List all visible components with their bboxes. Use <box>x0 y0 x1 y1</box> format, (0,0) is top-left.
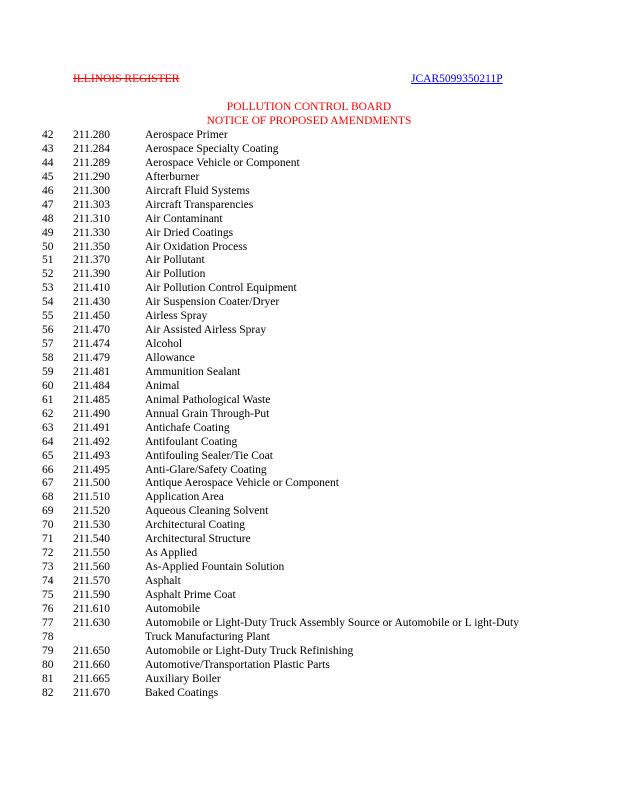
list-item <box>0 687 618 701</box>
line-number: 59 <box>42 365 54 378</box>
line-number: 61 <box>42 393 54 406</box>
definition-term: Aerospace Vehicle or Component <box>145 156 300 169</box>
list-item <box>0 352 618 366</box>
section-number: 211.500 <box>73 477 110 490</box>
line-number: 80 <box>42 658 54 671</box>
definition-term: Architectural Coating <box>145 519 245 532</box>
list-item <box>0 575 618 589</box>
definitions-list <box>0 129 618 700</box>
line-number: 55 <box>42 310 54 323</box>
definition-term: Air Pollutant <box>145 254 205 267</box>
line-number: 47 <box>42 198 54 211</box>
section-number: 211.660 <box>73 658 110 671</box>
line-number: 69 <box>42 505 54 518</box>
list-item <box>0 213 618 227</box>
line-number: 43 <box>42 142 54 155</box>
section-number: 211.481 <box>73 365 110 378</box>
list-item <box>0 631 618 645</box>
section-number: 211.590 <box>73 588 110 601</box>
section-number: 211.630 <box>73 616 110 629</box>
list-item <box>0 645 618 659</box>
definition-term: Air Suspension Coater/Dryer <box>145 296 280 309</box>
list-item <box>0 282 618 296</box>
section-number: 211.670 <box>73 686 110 699</box>
line-number: 71 <box>42 533 54 546</box>
section-number: 211.610 <box>73 602 110 615</box>
line-number: 60 <box>42 379 54 392</box>
line-number: 53 <box>42 282 54 295</box>
section-number: 211.510 <box>73 491 110 504</box>
definition-term: Automobile or Light-Duty Truck Assembly Source or Automobile or L ight-Duty <box>145 616 519 629</box>
section-number: 211.290 <box>73 170 110 183</box>
definition-term: Ammunition Sealant <box>145 365 241 378</box>
list-item <box>0 241 618 255</box>
line-number: 62 <box>42 407 54 420</box>
definition-term: Aerospace Specialty Coating <box>145 142 279 155</box>
definition-term: Architectural Structure <box>145 533 251 546</box>
definition-term: Air Pollution <box>145 268 206 281</box>
section-number: 211.390 <box>73 268 110 281</box>
list-item <box>0 268 618 282</box>
definition-term: Aqueous Cleaning Solvent <box>145 505 269 518</box>
list-item <box>0 143 618 157</box>
line-number: 74 <box>42 575 54 587</box>
definition-term: Alcohol <box>145 338 183 351</box>
definition-term: Air Assisted Airless Spray <box>145 324 267 337</box>
list-item <box>0 533 618 547</box>
definition-term: Antique Aerospace Vehicle or Component <box>145 477 339 490</box>
definition-term: Anti-Glare/Safety Coating <box>145 463 267 476</box>
line-number: 42 <box>42 129 54 141</box>
definition-term: Air Oxidation Process <box>145 240 248 253</box>
list-item <box>0 450 618 464</box>
line-number: 66 <box>42 463 54 476</box>
section-number: 211.370 <box>73 254 110 267</box>
list-item <box>0 505 618 519</box>
definition-term: Antichafe Coating <box>145 421 230 434</box>
line-number: 51 <box>42 254 54 267</box>
section-number: 211.450 <box>73 310 110 323</box>
list-item <box>0 436 618 450</box>
definition-term: As Applied <box>145 547 198 560</box>
line-number: 54 <box>42 296 54 309</box>
section-number: 211.280 <box>73 129 110 141</box>
section-number: 211.492 <box>73 435 110 448</box>
list-item <box>0 310 618 324</box>
definition-term: Air Contaminant <box>145 212 223 225</box>
section-number: 211.495 <box>73 463 110 476</box>
list-item <box>0 561 618 575</box>
line-number: 78 <box>42 630 54 643</box>
section-number: 211.530 <box>73 519 110 532</box>
list-item <box>0 129 618 143</box>
section-number: 211.284 <box>73 142 110 155</box>
list-item <box>0 338 618 352</box>
line-number: 67 <box>42 477 54 490</box>
line-number: 79 <box>42 644 54 657</box>
section-number: 211.410 <box>73 282 110 295</box>
list-item <box>0 464 618 478</box>
line-number: 68 <box>42 491 54 504</box>
section-number: 211.540 <box>73 533 110 546</box>
section-number: 211.330 <box>73 226 110 239</box>
notice-title <box>0 115 618 127</box>
jcar-code-link[interactable]: JCAR5099350211P <box>411 73 503 85</box>
section-number: 211.310 <box>73 212 110 225</box>
list-item <box>0 477 618 491</box>
section-number: 211.484 <box>73 379 110 392</box>
line-number: 65 <box>42 449 54 462</box>
definition-term: Automobile or Light-Duty Truck Refinishing <box>145 644 354 657</box>
list-item <box>0 366 618 380</box>
line-number: 56 <box>42 324 54 337</box>
list-item <box>0 422 618 436</box>
section-number: 211.665 <box>73 672 110 685</box>
line-number: 49 <box>42 226 54 239</box>
section-number: 211.650 <box>73 644 110 657</box>
section-number: 211.560 <box>73 561 110 574</box>
section-number: 211.490 <box>73 407 110 420</box>
definition-term: Auxiliary Boiler <box>145 672 221 685</box>
list-item <box>0 617 618 631</box>
section-number: 211.485 <box>73 393 110 406</box>
line-number: 70 <box>42 519 54 532</box>
line-number: 73 <box>42 561 54 574</box>
line-number: 81 <box>42 672 54 685</box>
definition-term: As-Applied Fountain Solution <box>145 561 285 574</box>
definition-term: Allowance <box>145 352 195 364</box>
board-title-text: POLLUTION CONTROL BOARD <box>226 101 392 113</box>
list-item <box>0 519 618 533</box>
list-item <box>0 603 618 617</box>
definition-term: Truck Manufacturing Plant <box>145 630 270 643</box>
section-number: 211.520 <box>73 505 110 518</box>
section-number: 211.289 <box>73 156 110 169</box>
line-number: 52 <box>42 268 54 281</box>
definition-term: Asphalt <box>145 575 181 587</box>
line-number: 48 <box>42 212 54 225</box>
list-item <box>0 296 618 310</box>
section-number: 211.550 <box>73 547 110 560</box>
list-item <box>0 547 618 561</box>
definition-term: Asphalt Prime Coat <box>145 588 236 601</box>
section-number: 211.491 <box>73 421 110 434</box>
section-number: 211.479 <box>73 352 110 364</box>
definition-term: Automotive/Transportation Plastic Parts <box>145 658 330 671</box>
board-title <box>0 101 618 113</box>
line-number: 58 <box>42 352 54 364</box>
section-number: 211.470 <box>73 324 110 337</box>
definition-term: Animal <box>145 379 180 392</box>
line-number: 63 <box>42 421 54 434</box>
notice-title-text: NOTICE OF PROPOSED AMENDMENTS <box>206 115 412 127</box>
list-item <box>0 491 618 505</box>
list-item <box>0 157 618 171</box>
list-item <box>0 171 618 185</box>
line-number: 44 <box>42 156 54 169</box>
list-item <box>0 227 618 241</box>
list-item <box>0 659 618 673</box>
list-item <box>0 199 618 213</box>
line-number: 57 <box>42 338 54 351</box>
list-item <box>0 185 618 199</box>
line-number: 76 <box>42 602 54 615</box>
definition-term: Application Area <box>145 491 224 504</box>
list-item <box>0 324 618 338</box>
list-item <box>0 673 618 687</box>
list-item <box>0 408 618 422</box>
section-number: 211.303 <box>73 198 110 211</box>
line-number: 72 <box>42 547 54 560</box>
list-item <box>0 394 618 408</box>
definition-term: Aircraft Fluid Systems <box>145 184 250 197</box>
definition-term: Afterburner <box>145 170 200 183</box>
definition-term: Automobile <box>145 602 200 615</box>
definition-term: Aircraft Transparencies <box>145 198 254 211</box>
list-item <box>0 380 618 394</box>
line-number: 50 <box>42 240 54 253</box>
definition-term: Animal Pathological Waste <box>145 393 271 406</box>
definition-term: Aerospace Primer <box>145 129 228 141</box>
section-number: 211.430 <box>73 296 110 309</box>
line-number: 77 <box>42 616 54 629</box>
line-number: 45 <box>42 170 54 183</box>
section-number: 211.300 <box>73 184 110 197</box>
line-number: 75 <box>42 588 54 601</box>
definition-term: Antifouling Sealer/Tie Coat <box>145 449 273 462</box>
section-number: 211.570 <box>73 575 110 587</box>
list-item <box>0 254 618 268</box>
section-number: 211.474 <box>73 338 110 351</box>
list-item <box>0 589 618 603</box>
register-header: ILLINOIS REGISTER <box>73 73 180 85</box>
definition-term: Annual Grain Through-Put <box>145 407 270 420</box>
definition-term: Antifoulant Coating <box>145 435 238 448</box>
section-number: 211.350 <box>73 240 110 253</box>
line-number: 64 <box>42 435 54 448</box>
definition-term: Air Pollution Control Equipment <box>145 282 297 295</box>
section-number: 211.493 <box>73 449 110 462</box>
line-number: 82 <box>42 686 54 699</box>
definition-term: Baked Coatings <box>145 686 219 699</box>
definition-term: Air Dried Coatings <box>145 226 234 239</box>
line-number: 46 <box>42 184 54 197</box>
definition-term: Airless Spray <box>145 310 208 323</box>
